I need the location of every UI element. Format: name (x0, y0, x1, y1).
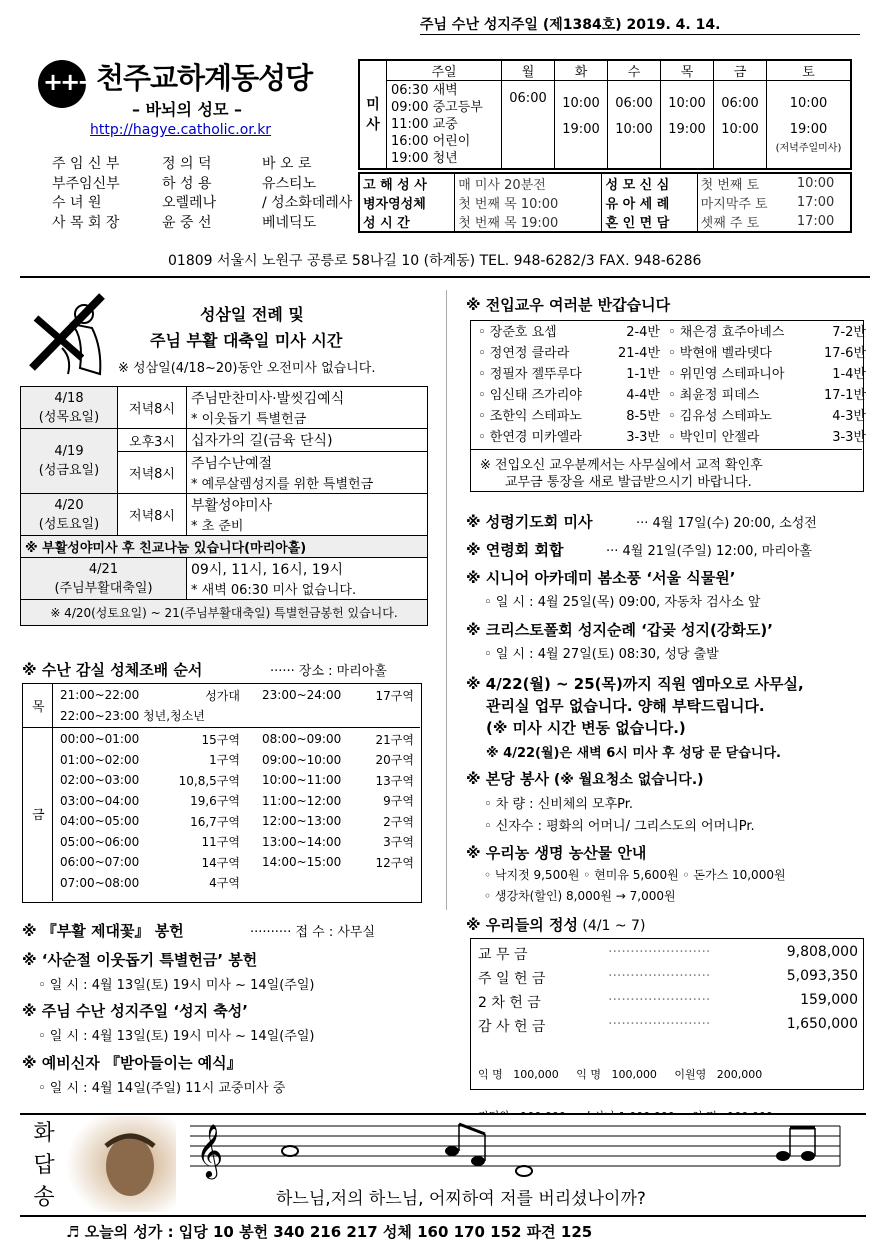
adoration-row: 04:00~05:00 16,7구역 12:00~13:00 2구역 (60, 814, 414, 829)
mass-sat-times: 10:00 19:00 (저녁주일미사) (767, 81, 852, 169)
flower-title: ※ 『부활 제대꽃』 봉헌 (22, 922, 184, 940)
sacrament-table (358, 172, 852, 233)
mass-mon-times: 06:00 (502, 81, 555, 169)
staff-row: 부주임신부 하 성 용 유스티노 (52, 175, 317, 192)
christopher-date: ◦ 일 시 : 4월 27일(토) 08:30, 성당 출발 (484, 647, 719, 662)
adoration-row: 00:00~01:00 15구역 08:00~09:00 21구역 (60, 732, 414, 747)
triduum-date-sat: 4/20 (성토요일) (21, 494, 118, 536)
church-url-link[interactable]: http://hagye.catholic.or.kr (90, 122, 272, 138)
adoration-row: 22:00~23:00 청년,청소년 (60, 709, 205, 724)
senior-date: ◦ 일 시 : 4월 25일(목) 09:00, 자동차 검사소 앞 (484, 595, 761, 610)
teachers-title: ※ 전입교우 여러분 반갑습니다 (466, 296, 671, 314)
spirit-mass-title: ※ 성령기도회 미사 (466, 513, 593, 531)
adoration-row: 03:00~04:00 19,6구역 11:00~12:00 9구역 (60, 793, 414, 809)
adoration-place: ······ 장소 : 마리아홀 (270, 664, 387, 679)
catechumen-title: ※ 예비신자 『받아들이는 예식』 (22, 1054, 242, 1072)
mass-day-mon: 월 (502, 60, 555, 81)
mass-day-sun: 주일 (387, 60, 502, 81)
column-divider (446, 290, 447, 910)
header-divider (20, 276, 870, 278)
adoration-row: 06:00~07:00 14구역 14:00~15:00 12구역 (60, 855, 414, 870)
catechumen-date: ◦ 일 시 : 4월 14일(주일) 11시 교중미사 중 (38, 1081, 286, 1096)
psalm-lyrics: 하느님,저의 하느님, 어찌하여 저를 버리셨나이까? (276, 1189, 646, 1209)
issue-underline (420, 34, 860, 35)
offering-row: 2 차 헌 금 ······················· 159,000 (478, 992, 858, 1011)
triduum-date-easter: 4/21 (주님부활대축일) (21, 558, 187, 600)
church-logo-icon: +++ (38, 60, 86, 108)
adoration-thu-label: 목 (32, 700, 45, 715)
sacrament-row: 병자영성체 첫 번째 목 10:00 유 아 세 례 마지막주 토 17:00 (359, 193, 851, 212)
adoration-thu-table (56, 685, 418, 726)
union-info: ··· 4월 21일(주일) 12:00, 마리아홀 (606, 544, 812, 559)
mass-sunday-times: 06:30 새벽 09:00 중고등부 11:00 교중 16:00 어린이 19:00 청년 (387, 81, 502, 169)
palm-title: ※ 주님 수난 성지주일 ‘성지 축성’ (22, 1002, 248, 1020)
farm-title: ※ 우리농 생명 농산물 안내 (466, 844, 647, 862)
teacher-row: ◦ 장준호 요셉 2-4반 ◦ 채은경 효주아녜스 7-2반 (478, 325, 866, 340)
mass-day-fri: 금 (714, 60, 767, 81)
triduum-note: ※ 성삼일(4/18~20)동안 오전미사 없습니다. (118, 361, 376, 376)
adoration-row: 21:00~22:00 성가대 23:00~24:00 17구역 (60, 688, 414, 703)
church-subtitle: – 바뇌의 성모 – (132, 100, 242, 119)
farm-line-2: ◦ 생강차(할인) 8,000원 → 7,000원 (484, 889, 676, 903)
office-closed-line-1: ※ 4/22(월) ~ 25(목)까지 직원 엠마오로 사무실, (466, 675, 804, 693)
adoration-row: 02:00~03:00 10,8,5구역 10:00~11:00 13구역 (60, 773, 414, 788)
offering-title: ※ 우리들의 정성 (4/1 ~ 7) (466, 916, 646, 934)
church-name: 천주교하계동성당 (96, 61, 313, 95)
mass-label: 미 사 (359, 60, 387, 169)
adoration-row-divider (22, 727, 420, 728)
adoration-row: 01:00~02:00 1구역 09:00~10:00 20구역 (60, 752, 414, 768)
mass-thu-times: 10:00 19:00 (661, 81, 714, 169)
sacrament-row: 성 시 간 첫 번째 목 19:00 혼 인 면 담 셋째 주 토 17:00 (359, 212, 851, 232)
todays-hymns: ♬ 오늘의 성가 : 입당 10 봉헌 340 216 217 성체 160 170 152 파견 125 (66, 1223, 593, 1241)
office-closed-line-3: (※ 미사 시간 변동 없습니다.) (486, 719, 686, 737)
offering-row: 교 무 금 ······················· 9,808,000 (478, 944, 858, 963)
psalm-music-staff (190, 1116, 850, 1186)
sacrament-row: 고 해 성 사 매 미사 20분전 성 모 신 심 첫 번째 토 10:00 (359, 173, 851, 193)
service-vehicle: ◦ 차 량 : 신비체의 모후Pr. (484, 797, 634, 812)
christopher-title: ※ 크리스토폴회 성지순례 ‘갑곶 성지(강화도)’ (466, 621, 773, 639)
offering-row: 주 일 헌 금 ······················· 5,093,350 (478, 968, 858, 987)
adoration-fri-table (56, 729, 418, 893)
mass-schedule-table (358, 59, 852, 170)
issue-line: 주님 수난 성지주일 (제1384호) 2019. 4. 14. (420, 17, 721, 33)
teacher-row: ◦ 정필자 젤뚜루다 1-1반 ◦ 위민영 스테파니아 1-4반 (478, 367, 866, 382)
offering-row: 감 사 헌 금 ······················· 1,650,000 (478, 1016, 858, 1035)
adoration-row: 05:00~06:00 11구역 13:00~14:00 3구역 (60, 834, 414, 850)
teacher-row: ◦ 조한익 스테파노 8-5반 ◦ 김유성 스테파노 4-3반 (478, 409, 866, 424)
teachers-note-divider (470, 449, 862, 450)
triduum-vigil-note: ※ 부활성야미사 후 친교나눔 있습니다(마리아홀) (21, 536, 428, 558)
teacher-row: ◦ 한연경 미카엘라 3-3반 ◦ 박인미 안젤라 3-3반 (478, 430, 866, 445)
adoration-fri-label: 금 (32, 808, 45, 823)
offering-rows (478, 944, 858, 1040)
psalm-label: 화 답 송 (33, 1121, 55, 1210)
svg-text:𝄞: 𝄞 (196, 1123, 224, 1177)
triduum-date-fri: 4/19 (성금요일) (21, 429, 118, 494)
staff-list (52, 155, 352, 233)
adoration-row: 07:00~08:00 4구역 (60, 875, 240, 891)
adoration-title: ※ 수난 감실 성체조배 순서 (22, 661, 203, 679)
teachers-note-2: 교무금 통장을 새로 발급받으시기 바랍니다. (505, 475, 752, 490)
farm-line-1: ◦ 낙지젓 9,500원 ◦ 현미유 5,600원 ◦ 돈가스 10,000원 (484, 868, 786, 882)
jesus-cross-illustration-icon (22, 288, 112, 380)
spirit-mass-info: ··· 4월 17일(수) 20:00, 소성전 (636, 516, 817, 531)
offering-donors: 익 명 100,000 익 명 100,000 이원영 200,000 (478, 1068, 763, 1081)
triduum-title-1: 성삼일 전례 및 (200, 305, 304, 324)
flower-info: ·········· 접 수 : 사무실 (250, 925, 376, 940)
triduum-table: 4/18 (성목요일) 저녁8시 주님만찬미사·발씻김예식 * 이웃돕기 특별헌금 4/19 (성금요일) 오후3시 십자가의 길(금육 단식) 저녁8시 주님수난예절 * 예루살렘성지를 위한 특별헌금 4/20 (성토요일) 저녁8시 부활성야미사 * 초 준비 ※ 부활성야미사 후 친교나눔 있습니다(마리아홀) 4/21 (주님부활대축일) 09시, 11시, 16시, 19시 * 새벽 06:30 미사 없습니다. ※ 4/20(성토요일) ~ 21(주님부활대축일) 특별헌금봉헌 있습니다. (20, 386, 428, 626)
lent-title: ※ ‘사순절 이웃돕기 특별헌금’ 봉헌 (22, 951, 258, 969)
adoration-divider (52, 683, 53, 901)
mass-day-tue: 화 (555, 60, 608, 81)
office-closed-line-2: 관리실 업무 없습니다. 양해 부탁드립니다. (486, 697, 765, 715)
triduum-title-2: 주님 부활 대축일 미사 시간 (150, 331, 343, 350)
staff-row: 수 녀 원 오렐레나 / 성소화데레사 (52, 195, 353, 211)
jesus-portrait-icon (66, 1116, 176, 1212)
teacher-row: ◦ 정연정 클라라 21-4반 ◦ 박현애 벨라뎃다 17-6반 (478, 346, 866, 361)
church-address: 01809 서울시 노원구 공릉로 58나길 10 (하계동) TEL. 948-6282/3 FAX. 948-6286 (168, 253, 702, 269)
senior-title: ※ 시니어 아카데미 봄소풍 ‘서울 식물원’ (466, 569, 736, 587)
mass-wed-times: 06:00 10:00 (608, 81, 661, 169)
lent-date: ◦ 일 시 : 4월 13일(토) 19시 미사 ~ 14일(주일) (38, 978, 315, 993)
teachers-note-1: ※ 전입오신 교우분께서는 사무실에서 교적 확인후 (480, 458, 763, 473)
service-title: ※ 본당 봉사 (※ 월요청소 없습니다.) (466, 770, 704, 788)
mass-fri-times: 06:00 10:00 (714, 81, 767, 169)
mass-day-sat: 토 (767, 60, 852, 81)
mass-day-wed: 수 (608, 60, 661, 81)
office-closed-line-4: ※ 4/22(월)은 새벽 6시 미사 후 성당 문 닫습니다. (486, 746, 781, 761)
triduum-date-thu: 4/18 (성목요일) (21, 387, 118, 429)
service-count: ◦ 신자수 : 평화의 어머니/ 그리스도의 어머니Pr. (484, 819, 755, 834)
staff-row: 사 목 회 장 윤 중 선 베네딕도 (52, 214, 317, 231)
palm-date: ◦ 일 시 : 4월 13일(토) 19시 미사 ~ 14일(주일) (38, 1029, 315, 1044)
mass-day-thu: 목 (661, 60, 714, 81)
teachers-table (476, 322, 868, 448)
teacher-row: ◦ 임신태 즈가리야 4-4반 ◦ 최윤정 피데스 17-1반 (478, 388, 866, 403)
union-title: ※ 연령회 회합 (466, 541, 564, 559)
triduum-offering-note: ※ 4/20(성토요일) ~ 21(주님부활대축일) 특별헌금봉헌 있습니다. (21, 600, 428, 626)
mass-tue-times: 10:00 19:00 (555, 81, 608, 169)
staff-row: 주 임 신 부 정 의 덕 바 오 로 (52, 156, 312, 172)
